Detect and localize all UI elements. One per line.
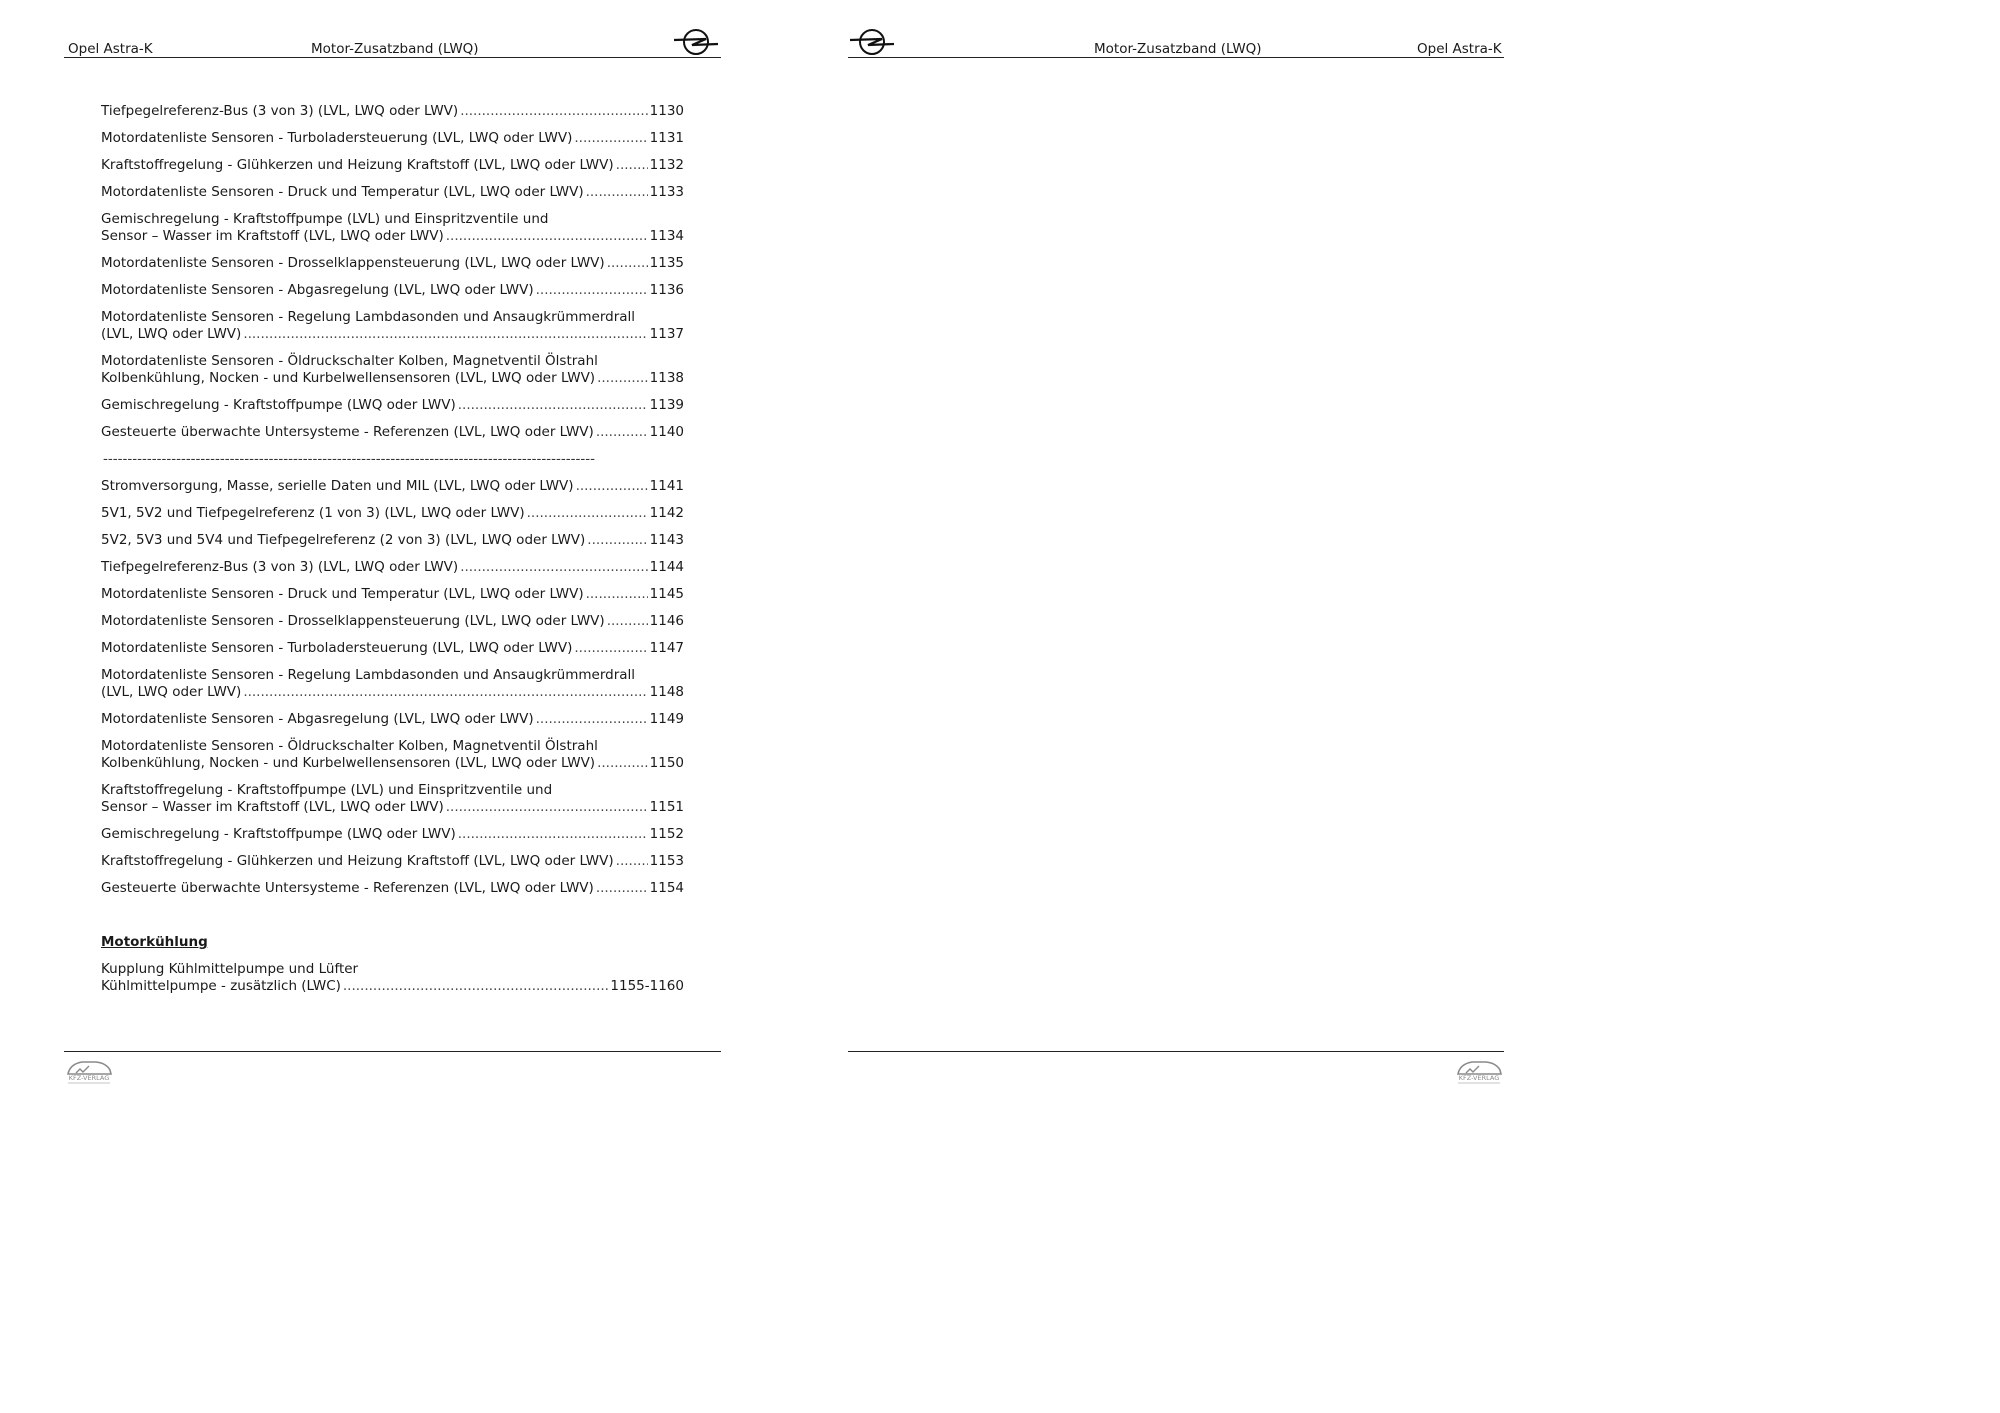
toc-page-number: 1136 <box>649 282 684 298</box>
toc-entry <box>101 613 684 630</box>
brand-text: KFZ-VERLAG <box>68 1074 110 1082</box>
toc-entry <box>101 255 684 272</box>
dot-leader <box>446 799 648 816</box>
toc-page-number: 1146 <box>649 613 684 629</box>
dot-leader <box>616 157 648 174</box>
toc-entry <box>101 478 684 495</box>
toc-entry-title-line: Stromversorgung, Masse, serielle Daten und MIL (LVL, LWQ oder LWV) <box>101 478 574 494</box>
toc-page-number: 1138 <box>649 370 684 386</box>
toc-entry <box>101 961 684 995</box>
toc-entry-title-line: Kolbenkühlung, Nocken - und Kurbelwellensensoren (LVL, LWQ oder LWV) <box>101 755 596 771</box>
toc-entry <box>101 826 684 843</box>
dot-leader <box>343 978 609 995</box>
toc-page-number: 1133 <box>649 184 684 200</box>
toc-entry-title-line: Gemischregelung - Kraftstoffpumpe (LWQ oder LWV) <box>101 826 456 842</box>
toc-page-number: 1137 <box>649 326 684 342</box>
toc-entry-title-line: Kraftstoffregelung - Kraftstoffpumpe (LVL) und Einspritzventile und <box>101 782 553 798</box>
dot-leader <box>597 755 648 772</box>
toc-entry-title-line: Motordatenliste Sensoren - Turboladersteuerung (LVL, LWQ oder LWV) <box>101 130 573 146</box>
toc-entry <box>101 853 684 870</box>
toc-entry-title-line: Kraftstoffregelung - Glühkerzen und Heizung Kraftstoff (LVL, LWQ oder LWV) <box>101 853 614 869</box>
toc-entry <box>101 640 684 657</box>
toc-entry <box>101 711 684 728</box>
toc-page-number: 1148 <box>649 684 684 700</box>
toc-entry-title-line: Kraftstoffregelung - Glühkerzen und Heizung Kraftstoff (LVL, LWQ oder LWV) <box>101 157 614 173</box>
dot-leader <box>527 505 648 522</box>
toc-page-number: 1145 <box>649 586 684 602</box>
toc-page-number: 1151 <box>649 799 684 815</box>
dot-leader <box>586 184 648 201</box>
toc-entry-title-line: Motordatenliste Sensoren - Druck und Temperatur (LVL, LWQ oder LWV) <box>101 586 584 602</box>
toc-entry <box>101 505 684 522</box>
toc-entry-title-line: Gemischregelung - Kraftstoffpumpe (LWQ oder LWV) <box>101 397 456 413</box>
toc-entry-title-line: Motordatenliste Sensoren - Öldruckschalter Kolben, Magnetventil Ölstrahl <box>101 353 598 369</box>
table-of-contents <box>101 103 684 1005</box>
dot-leader <box>587 532 647 549</box>
toc-entry-title-line: Sensor – Wasser im Kraftstoff (LVL, LWQ oder LWV) <box>101 228 444 244</box>
dot-leader <box>596 880 648 897</box>
toc-entry-title-line: Motordatenliste Sensoren - Abgasregelung (LVL, LWQ oder LWV) <box>101 711 534 727</box>
toc-page-number: 1134 <box>649 228 684 244</box>
toc-page-number: 1142 <box>649 505 684 521</box>
toc-entry-title-line: 5V1, 5V2 und Tiefpegelreferenz (1 von 3) (LVL, LWQ oder LWV) <box>101 505 525 521</box>
dot-leader <box>607 255 648 272</box>
dot-leader <box>596 424 648 441</box>
toc-entry <box>101 782 684 816</box>
toc-entry <box>101 353 684 387</box>
toc-page-number: 1150 <box>649 755 684 771</box>
toc-entry-title-line: 5V2, 5V3 und 5V4 und Tiefpegelreferenz (2 von 3) (LVL, LWQ oder LWV) <box>101 532 586 548</box>
dot-leader <box>607 613 648 630</box>
header-rule <box>64 57 721 58</box>
toc-entry-title-line: Motordatenliste Sensoren - Regelung Lambdasonden und Ansaugkrümmerdrall <box>101 309 636 325</box>
toc-page-number: 1139 <box>649 397 684 413</box>
toc-entry <box>101 738 684 772</box>
toc-entry-title-line: Tiefpegelreferenz-Bus (3 von 3) (LVL, LWQ oder LWV) <box>101 103 459 119</box>
opel-logo-icon <box>848 27 896 57</box>
kfz-verlag-logo-icon <box>1452 1054 1506 1086</box>
dot-leader <box>458 826 648 843</box>
toc-entry-title-line: Motordatenliste Sensoren - Öldruckschalter Kolben, Magnetventil Ölstrahl <box>101 738 598 754</box>
toc-entry <box>101 184 684 201</box>
dot-leader <box>243 684 647 701</box>
toc-entry-title-line: Kupplung Kühlmittelpumpe und Lüfter <box>101 961 359 977</box>
toc-entry-title-line: (LVL, LWQ oder LWV) <box>101 684 242 700</box>
opel-logo-icon <box>672 27 720 57</box>
toc-group-1 <box>101 103 684 441</box>
toc-page-number: 1131 <box>649 130 684 146</box>
toc-entry <box>101 532 684 549</box>
toc-entry-title-line: Sensor – Wasser im Kraftstoff (LVL, LWQ oder LWV) <box>101 799 444 815</box>
toc-page-number: 1154 <box>649 880 684 896</box>
toc-entry-title-line: Motordatenliste Sensoren - Druck und Temperatur (LVL, LWQ oder LWV) <box>101 184 584 200</box>
toc-entry <box>101 309 684 343</box>
toc-entry <box>101 211 684 245</box>
dot-leader <box>243 326 647 343</box>
toc-entry-title-line: (LVL, LWQ oder LWV) <box>101 326 242 342</box>
toc-group-3 <box>101 961 684 995</box>
header-title: Motor-Zusatzband (LWQ) <box>1094 41 1262 57</box>
dot-leader <box>460 103 647 120</box>
toc-entry-title-line: Motordatenliste Sensoren - Regelung Lambdasonden und Ansaugkrümmerdrall <box>101 667 636 683</box>
kfz-verlag-logo-icon <box>62 1054 116 1086</box>
toc-entry-title-line: Kühlmittelpumpe - zusätzlich (LWC) <box>101 978 341 994</box>
toc-entry-title-line: Motordatenliste Sensoren - Drosselklappensteuerung (LVL, LWQ oder LWV) <box>101 613 605 629</box>
dot-leader <box>616 853 648 870</box>
toc-page-number: 1141 <box>649 478 684 494</box>
toc-page-number: 1149 <box>649 711 684 727</box>
toc-group-2 <box>101 478 684 897</box>
toc-entry-title-line: Gemischregelung - Kraftstoffpumpe (LVL) und Einspritzventile und <box>101 211 549 227</box>
toc-page-number: 1155-1160 <box>610 978 684 994</box>
toc-entry-title-line: Motordatenliste Sensoren - Turboladersteuerung (LVL, LWQ oder LWV) <box>101 640 573 656</box>
toc-entry <box>101 667 684 701</box>
toc-entry <box>101 103 684 120</box>
toc-entry <box>101 157 684 174</box>
toc-page-number: 1144 <box>649 559 684 575</box>
dot-leader <box>576 478 648 495</box>
toc-page-number: 1153 <box>649 853 684 869</box>
toc-page-number: 1130 <box>649 103 684 119</box>
dot-leader <box>574 130 647 147</box>
header-title: Motor-Zusatzband (LWQ) <box>311 41 479 57</box>
dot-leader <box>536 711 648 728</box>
header-model: Opel Astra-K <box>68 41 153 57</box>
dot-leader <box>460 559 647 576</box>
toc-separator: ----------------------------------------------------------------------------------------------------- <box>103 451 596 467</box>
toc-entry <box>101 130 684 147</box>
toc-page-number: 1143 <box>649 532 684 548</box>
toc-entry-title-line: Kolbenkühlung, Nocken - und Kurbelwellensensoren (LVL, LWQ oder LWV) <box>101 370 596 386</box>
toc-entry-title-line: Motordatenliste Sensoren - Drosselklappensteuerung (LVL, LWQ oder LWV) <box>101 255 605 271</box>
footer-rule <box>848 1051 1504 1052</box>
header-model: Opel Astra-K <box>1417 41 1502 57</box>
dot-leader <box>458 397 648 414</box>
dot-leader <box>597 370 648 387</box>
toc-entry <box>101 282 684 299</box>
toc-entry <box>101 586 684 603</box>
header-rule <box>848 57 1504 58</box>
dot-leader <box>446 228 648 245</box>
toc-entry-title-line: Gesteuerte überwachte Untersysteme - Referenzen (LVL, LWQ oder LWV) <box>101 880 594 896</box>
toc-page-number: 1152 <box>649 826 684 842</box>
toc-page-number: 1140 <box>649 424 684 440</box>
toc-entry-title-line: Motordatenliste Sensoren - Abgasregelung (LVL, LWQ oder LWV) <box>101 282 534 298</box>
toc-entry-title-line: Gesteuerte überwachte Untersysteme - Referenzen (LVL, LWQ oder LWV) <box>101 424 594 440</box>
toc-entry <box>101 424 684 441</box>
toc-entry <box>101 559 684 576</box>
dot-leader <box>536 282 648 299</box>
right-page <box>784 0 1568 1108</box>
toc-entry-title-line: Tiefpegelreferenz-Bus (3 von 3) (LVL, LWQ oder LWV) <box>101 559 459 575</box>
left-page <box>0 0 784 1108</box>
toc-entry <box>101 397 684 414</box>
dot-leader <box>574 640 647 657</box>
section-title: Motorkühlung <box>101 934 208 950</box>
dot-leader <box>586 586 648 603</box>
toc-entry <box>101 880 684 897</box>
brand-text: KFZ-VERLAG <box>1458 1074 1500 1082</box>
footer-rule <box>64 1051 721 1052</box>
toc-page-number: 1132 <box>649 157 684 173</box>
toc-page-number: 1147 <box>649 640 684 656</box>
toc-page-number: 1135 <box>649 255 684 271</box>
